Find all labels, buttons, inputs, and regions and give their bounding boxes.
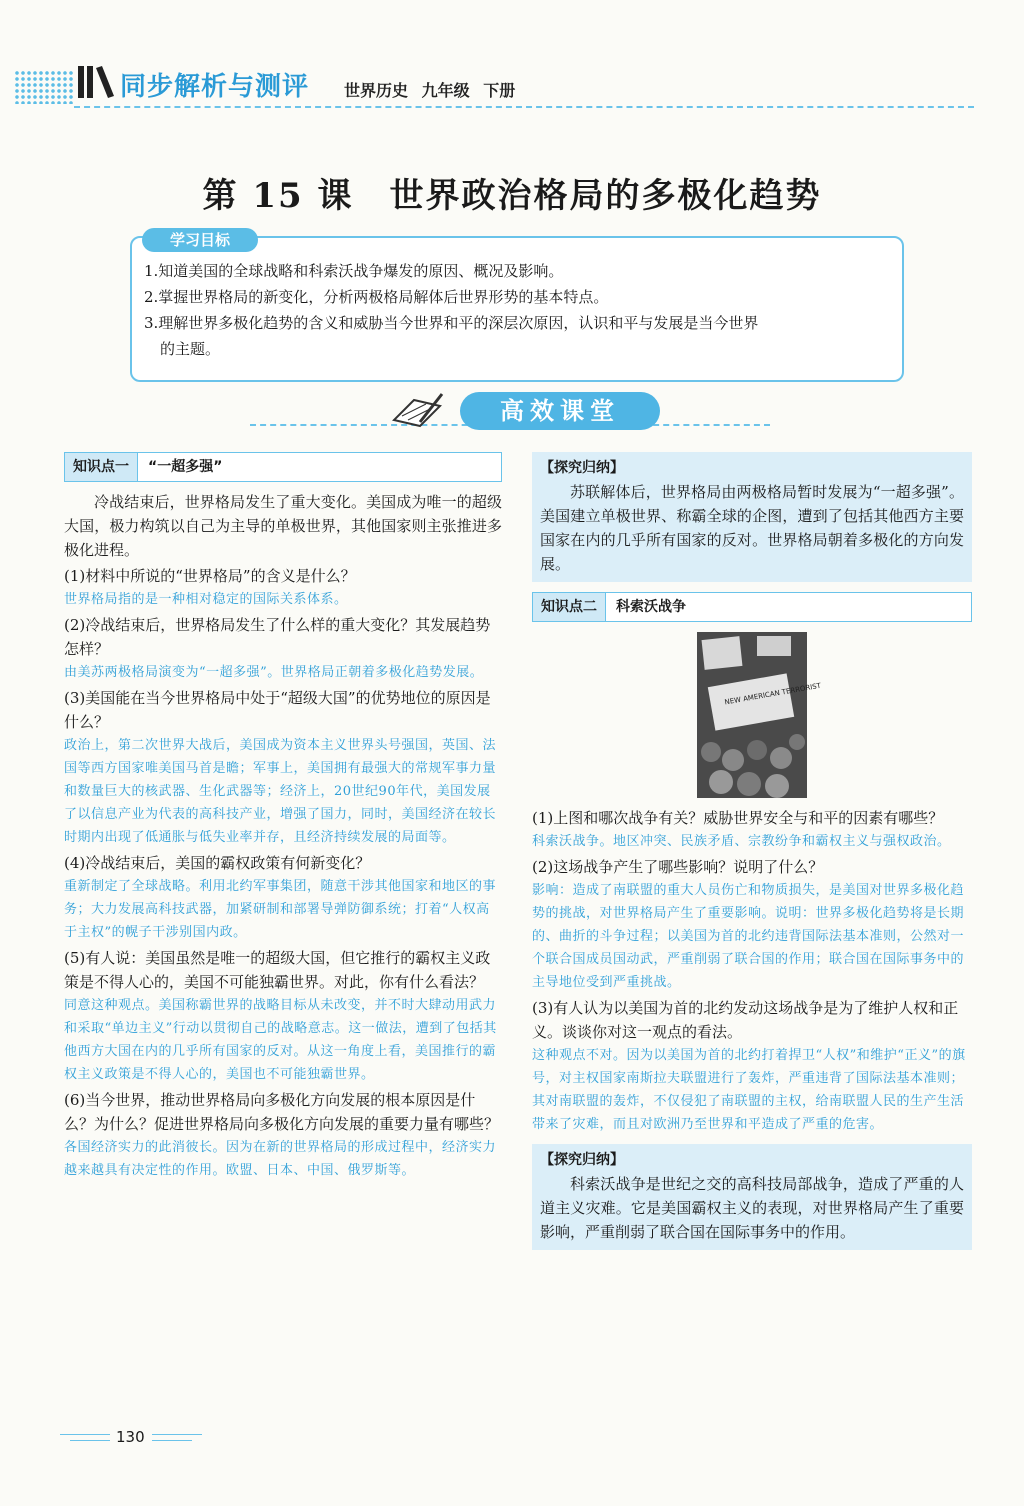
answer: 由美苏两极格局演变为“一超多强”。世界格局正朝着多极化趋势发展。 (64, 665, 484, 680)
knowledge-point-1-header (64, 452, 502, 482)
question: (4)冷战结束后，美国的霸权政策有何新变化？ (64, 854, 371, 872)
banner-title: 高效课堂 (460, 392, 660, 430)
learning-goals-box (130, 231, 904, 382)
question: (2)这场战争产生了哪些影响？说明了什么？ (532, 858, 824, 876)
question: (2)冷战结束后，世界格局发生了什么样的重大变化？其发展趋势怎样？ (64, 616, 491, 658)
lesson-title: 第 15 课 世界政治格局的多极化趋势 (202, 176, 822, 216)
footer-rule (60, 1434, 110, 1435)
knowledge-point-title: 科索沃战争 (616, 599, 686, 615)
protest-photo (697, 632, 822, 798)
summary-box-2 (532, 1144, 972, 1250)
summary-text: 科索沃战争是世纪之交的高科技局部战争，造成了严重的人道主义灾难。它是美国霸权主义的表现，对世界格局产生了重要影响，严重削弱了联合国在国际事务中的作用。 (540, 1175, 964, 1241)
footer-rule (152, 1440, 192, 1441)
page-number-footer (60, 1428, 210, 1448)
grade-label: 九年级 (421, 81, 470, 100)
answer: 科索沃战争。地区冲突、民族矛盾、宗教纷争和霸权主义与强权政治。 (532, 834, 951, 849)
footer-rule (152, 1434, 202, 1435)
question: (1)材料中所说的“世界格局”的含义是什么？ (64, 567, 356, 585)
answer: 同意这种观点。美国称霸世界的战略目标从未改变，并不时大肆动用武力和采取“单边主义”行动以贯彻自己的战略意志。这一做法，遭到了包括其他西方大国在内的几乎所有国家的反对。从这一角度上看，美国推行的霸权主义政策是不得人心的，美国也不可能独霸世界。 (64, 998, 497, 1082)
book-subtitle (344, 78, 515, 101)
answer: 这种观点不对。因为以美国为首的北约打着捍卫“人权”和维护“正义”的旗号，对主权国家南斯拉夫联盟进行了轰炸，严重违背了国际法基本准则；其对南联盟的轰炸，不仅侵犯了南联盟的主权，给南联盟人民的生产生活带来了灾难，而且对欧洲乃至世界和平造成了严重的危害。 (532, 1048, 966, 1132)
subject-label: 世界历史 (344, 81, 409, 100)
knowledge-point-title: “一超多强” (148, 459, 223, 475)
volume-label: 下册 (483, 81, 516, 100)
question: (3)有人认为以美国为首的北约发动这场战争是为了维护人权和正义。谈谈你对这一观点的看法。 (532, 999, 959, 1041)
question: (1)上图和哪次战争有关？威胁世界安全与和平的因素有哪些？ (532, 809, 944, 827)
intro-paragraph: 冷战结束后，世界格局发生了重大变化。美国成为唯一的超级大国，极力构筑以自己为主导的单极世界，其他国家则主张推进多极化进程。 (64, 493, 502, 559)
summary-tag: 【探究归纳】 (540, 1152, 624, 1168)
goal-item: 1.知道美国的全球战略和科索沃战争爆发的原因、概况及影响。 (144, 262, 564, 280)
header-dots-decoration (14, 70, 74, 104)
notebook-pen-icon (390, 392, 446, 432)
books-logo-icon (76, 64, 116, 100)
knowledge-point-label: 知识点一 (65, 453, 138, 481)
right-column (532, 452, 972, 1250)
knowledge-point-2-header (532, 592, 972, 622)
page-number: 130 (116, 1428, 145, 1446)
question: (3)美国能在当今世界格局中处于“超级大国”的优势地位的原因是什么？ (64, 689, 491, 731)
header-divider (74, 106, 974, 108)
answer: 政治上，第二次世界大战后，美国成为资本主义世界头号强国，英国、法国等西方国家唯美国马首是瞻；军事上，美国拥有最强大的常规军事力量和数量巨大的核武器、生化武器等；经济上，20世纪90年代，美国发展了以信息产业为代表的高科技产业，增强了国力，同时，美国经济在较长时期内出现了低通胀与低失业率并存，且经济持续发展的局面等。 (64, 738, 497, 845)
answer: 重新制定了全球战略。利用北约军事集团，随意干涉其他国家和地区的事务；大力发展高科技武器，加紧研制和部署导弹防御系统；打着“人权高于主权”的幌子干涉别国内政。 (64, 879, 497, 940)
answer: 影响：造成了南联盟的重大人员伤亡和物质损失，是美国对世界多极化趋势的挑战，对世界格局产生了重要影响。说明：世界多极化趋势将是长期的、曲折的斗争过程；以美国为首的北约违背国际法基本准则，公然对一个联合国成员国动武，严重削弱了联合国的作用；联合国在国际事务中的主导地位受到严重挑战。 (532, 883, 965, 990)
answer: 世界格局指的是一种相对稳定的国际关系体系。 (64, 592, 348, 607)
goal-item: 3.理解世界多极化趋势的含义和威胁当今世界和平的深层次原因，认识和平与发展是当今世界 (144, 314, 759, 332)
summary-box-1 (532, 452, 972, 582)
summary-tag: 【探究归纳】 (540, 460, 624, 476)
goal-item-continued: 的主题。 (160, 340, 221, 358)
section-banner (250, 392, 770, 436)
goal-item: 2.掌握世界格局的新变化，分析两极格局解体后世界形势的基本特点。 (144, 288, 609, 306)
question: (5)有人说：美国虽然是唯一的超级大国，但它推行的霸权主义政策是不得人心的，美国不可能独霸世界。对此，你有什么看法？ (64, 949, 491, 991)
left-column (64, 452, 502, 1182)
protest-crowd-image (697, 632, 822, 798)
footer-rule (70, 1440, 110, 1441)
question: (6)当今世界，推动世界格局向多极化方向发展的根本原因是什么？为什么？促进世界格局向多极化方向发展的重要力量有哪些？ (64, 1091, 500, 1133)
knowledge-point-label: 知识点二 (533, 593, 606, 621)
book-title: 同步解析与测评 (120, 72, 310, 102)
answer: 各国经济实力的此消彼长。因为在新的世界格局的形成过程中，经济实力越来越具有决定性的作用。欧盟、日本、中国、俄罗斯等。 (64, 1140, 497, 1178)
learning-goals-tag: 学习目标 (142, 228, 258, 252)
summary-text: 苏联解体后，世界格局由两极格局暂时发展为“一超多强”。美国建立单极世界、称霸全球的企图，遭到了包括其他西方主要国家在内的几乎所有国家的反对。世界格局朝着多极化的方向发展。 (540, 483, 964, 573)
page-header (14, 62, 974, 110)
photo-sign-text: NEW AMERICAN TERRORIST (724, 681, 822, 707)
